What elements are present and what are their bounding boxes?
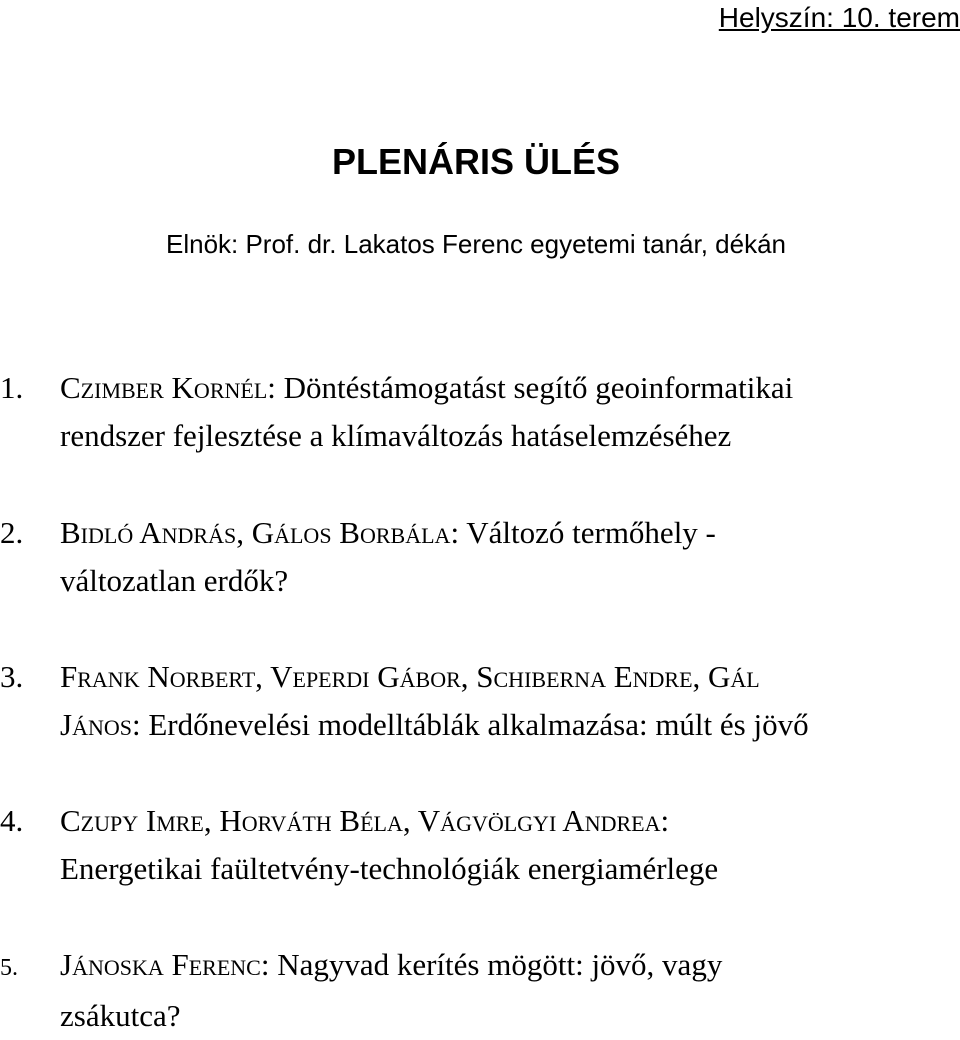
talk-line	[0, 701, 960, 749]
talk-item	[0, 941, 960, 1040]
talk-title-continued: Energetikai faültetvény-technológiák energiamérlege	[60, 851, 719, 886]
talk-number: 1.	[0, 370, 24, 405]
talk-line	[0, 797, 960, 845]
talk-title: : Nagyvad kerítés mögött: jövő, vagy	[260, 947, 723, 982]
talk-title-continued: változatlan erdők?	[60, 563, 289, 598]
talk-item	[0, 509, 960, 605]
talk-authors: Bidló András, Gálos Borbála	[60, 515, 451, 550]
talk-title: : Döntéstámogatást segítő geoinformatikai	[267, 370, 794, 405]
talk-item	[0, 653, 960, 749]
talk-title-continued: zsákutca?	[60, 998, 181, 1033]
talk-title: : Erdőnevelési modelltáblák alkalmazása: múlt és jövő	[131, 707, 809, 742]
talk-authors: Jánoska Ferenc	[60, 947, 261, 982]
talk-number: 2.	[0, 515, 24, 550]
talk-authors-continued: János	[60, 707, 132, 742]
talk-line	[0, 364, 960, 412]
talk-title-continued: rendszer fejlesztése a klímaváltozás hatáselemzéséhez	[60, 418, 732, 453]
talk-authors: Czimber Kornél	[60, 370, 268, 405]
talk-title: : Változó termőhely -	[450, 515, 716, 550]
talk-line	[0, 509, 960, 557]
talk-authors: Czupy Imre, Horváth Béla, Vágvölgyi Andrea	[60, 803, 661, 838]
talk-title: :	[660, 803, 670, 838]
talk-item	[0, 364, 960, 460]
session-title: PLENÁRIS ÜLÉS	[331, 141, 621, 182]
talk-line	[0, 941, 960, 992]
talk-item	[0, 797, 960, 893]
talk-number: 4.	[0, 803, 24, 838]
location-label: Helyszín: 10. terem	[718, 2, 960, 33]
talk-authors: Frank Norbert, Veperdi Gábor, Schiberna Endre, Gál	[60, 659, 760, 694]
session-chair: Elnök: Prof. dr. Lakatos Ferenc egyetemi tanár, dékán	[165, 229, 786, 259]
talk-number: 5.	[0, 955, 18, 981]
talk-line	[0, 653, 960, 701]
talk-number: 3.	[0, 659, 24, 694]
